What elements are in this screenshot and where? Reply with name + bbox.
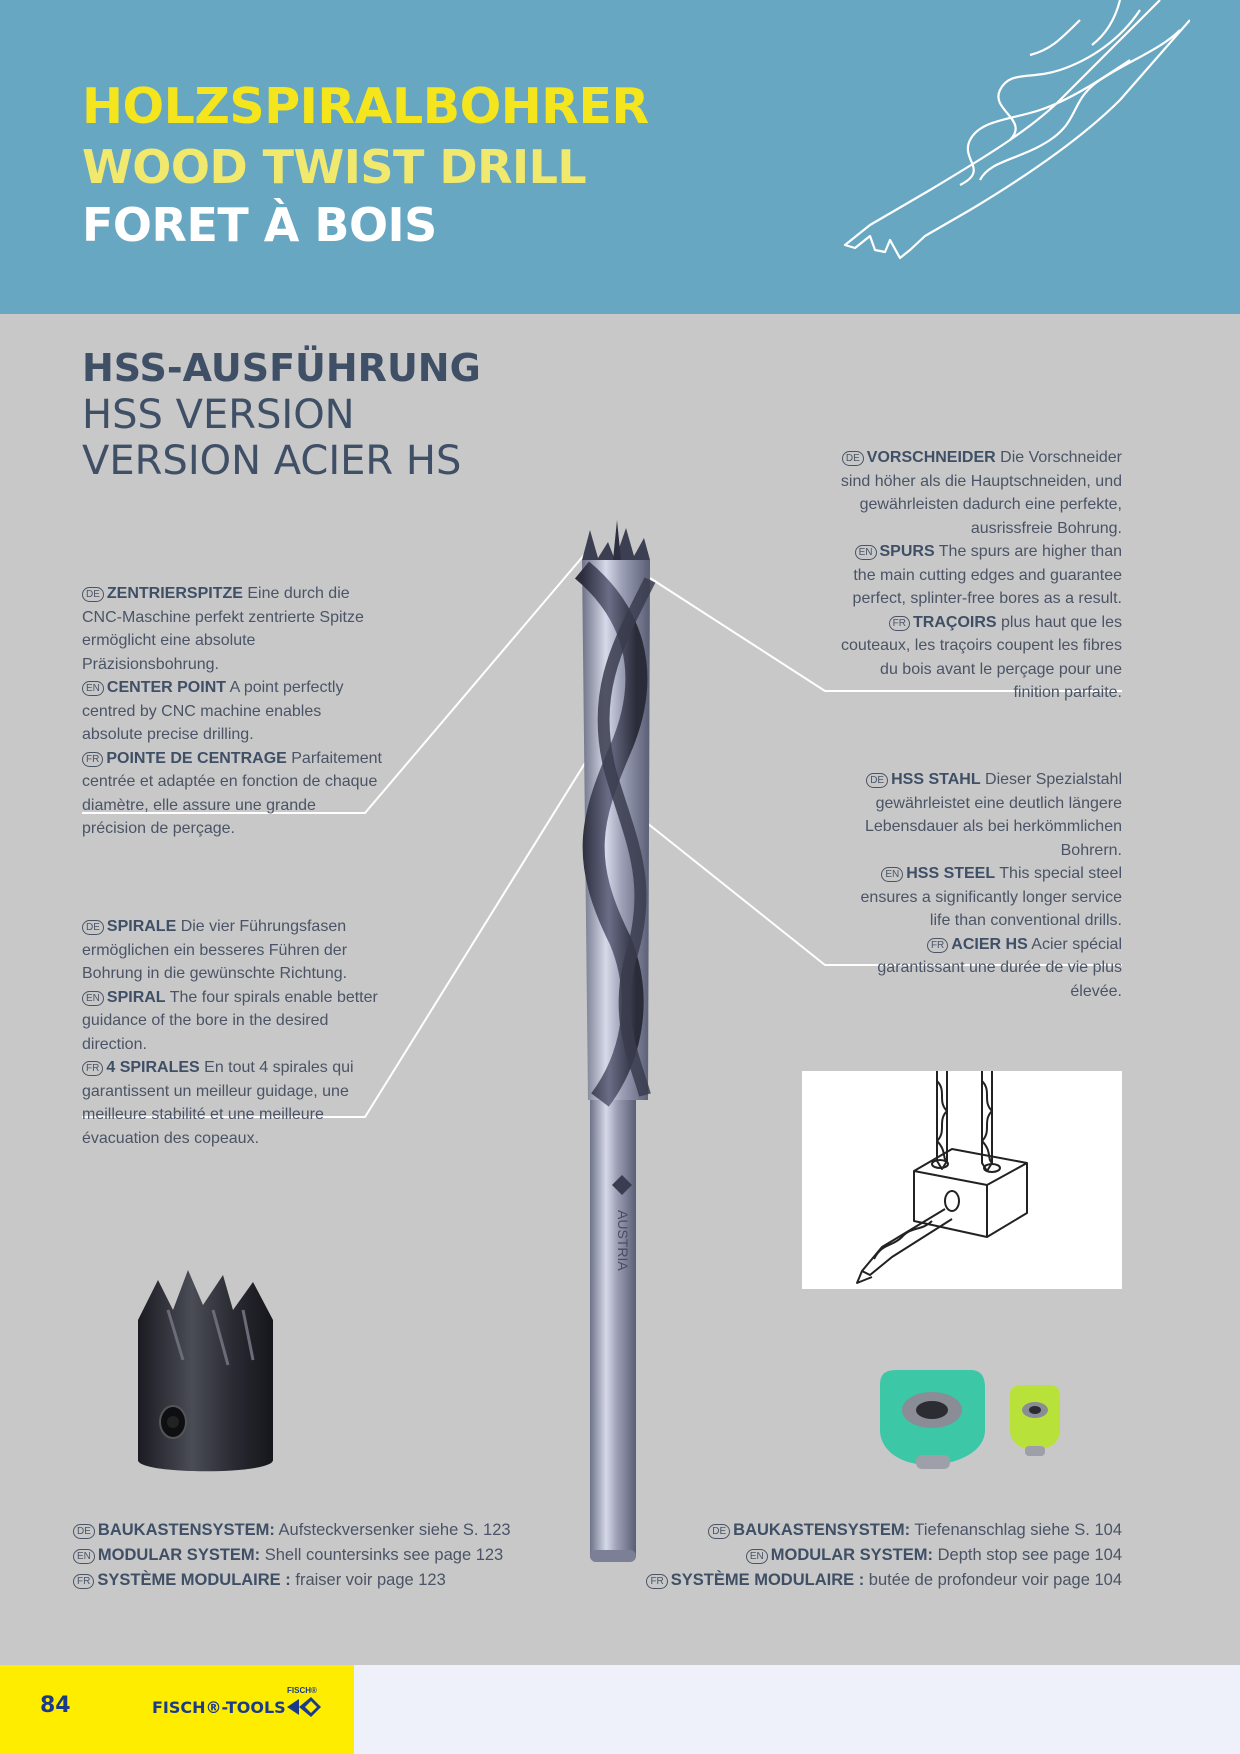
wood-twist-drill-image [560,520,670,1570]
callout-keyword: ZENTRIERSPITZE [106,585,243,602]
modular-keyword: MODULAR SYSTEM: [97,1546,261,1564]
callout-hss-steel [838,768,1122,1003]
callout-para-en [838,862,1122,933]
title-fr: FORET À BOIS [82,198,437,252]
modular-keyword: BAUKASTENSYSTEM: [733,1521,911,1539]
title-de: HOLZSPIRALBOHRER [82,78,649,135]
callout-para-en [82,986,382,1057]
callout-keyword: TRAÇOIRS [913,613,997,631]
brand-name: FISCH®-TOOLS [152,1698,286,1717]
lang-badge-en: EN [82,681,104,696]
callout-text: En tout 4 spirales qui garantissent un meilleur guidage, une meilleure stabilité et une meilleure évacuation des copeaux. [82,1059,354,1147]
title-en: WOOD TWIST DRILL [82,140,587,194]
lang-badge-de: DE [842,451,864,466]
lang-badge-fr: FR [927,938,948,953]
lang-badge-fr: FR [73,1574,94,1589]
lang-badge-fr: FR [646,1574,667,1589]
callout-text: Eine durch die CNC-Maschine perfekt zentrierte Spitze ermöglicht eine absolute Präzisionsbohrung. [82,585,364,673]
lang-badge-de: DE [73,1524,95,1539]
section-title-fr: VERSION ACIER HS [82,438,462,484]
lang-badge-fr: FR [82,752,103,767]
modular-line-en [73,1543,511,1568]
callout-para-fr [82,1056,382,1150]
modular-keyword: BAUKASTENSYSTEM: [97,1521,275,1539]
callout-para-fr [82,747,382,841]
modular-keyword: SYSTÈME MODULAIRE : [670,1571,865,1589]
callout-para-fr [838,611,1122,705]
callout-keyword: HSS STAHL [891,771,981,788]
lang-badge-de: DE [82,587,104,602]
callout-text: Acier spécial garantissant une durée de vie plus élevée. [877,935,1122,1000]
callout-para-de [838,768,1122,862]
callout-keyword: POINTE DE CENTRAGE [106,749,287,767]
modular-text: Depth stop see page 104 [933,1546,1122,1564]
logo-text: FISCH® [287,1686,317,1695]
lang-badge-en: EN [73,1549,95,1564]
callout-para-en [838,540,1122,611]
lang-badge-de: DE [82,920,104,935]
modular-text: Aufsteckversenker siehe S. 123 [274,1521,511,1539]
lang-badge-en: EN [82,991,104,1006]
callout-keyword: SPURS [879,543,935,560]
callout-para-de [82,915,382,986]
callout-keyword: ACIER HS [951,935,1028,953]
modular-line-de [73,1518,511,1543]
callout-keyword: CENTER POINT [106,679,227,696]
callout-text: The four spirals enable better guidance of the bore in the desired direction. [82,988,378,1053]
callout-para-de [838,446,1122,540]
modular-line-fr [73,1568,511,1593]
section-title-de: HSS-AUSFÜHRUNG [82,346,481,390]
page-number: 84 [40,1693,71,1718]
callout-para-de [82,582,382,676]
callout-center-point [82,582,382,841]
callout-keyword: VORSCHNEIDER [866,449,996,466]
modular-text: Shell countersinks see page 123 [260,1546,504,1564]
lang-badge-en: EN [855,545,877,560]
drill-marking-text: AUSTRIA [615,1210,631,1271]
modular-system-left [73,1518,511,1593]
callout-text: A point perfectly centred by CNC machine enables absolute precise drilling. [82,679,344,743]
callout-keyword: SPIRALE [106,918,177,935]
modular-system-right [646,1518,1122,1593]
callout-para-en [82,676,382,747]
callout-text: The spurs are higher than the main cutting edges and guarantee perfect, splinter-free bores as a result. [852,543,1122,607]
modular-text: Tiefenanschlag siehe S. 104 [910,1521,1122,1539]
lang-badge-de: DE [866,773,888,788]
callout-text: Dieser Spezialstahl gewährleistet eine deutlich längere Lebensdauer als bei herkömmlichen Bohrern. [864,771,1122,859]
callout-keyword: SPIRAL [106,988,166,1006]
modular-line-fr [646,1568,1122,1593]
callout-spurs [838,446,1122,705]
drilling-block-illustration [802,1071,1122,1289]
usage-diagram [802,1071,1122,1289]
modular-keyword: SYSTÈME MODULAIRE : [97,1571,291,1589]
lang-badge-fr: FR [82,1061,103,1076]
section-title-en: HSS VERSION [82,392,355,438]
lang-badge-en: EN [881,867,903,882]
callout-spiral [82,915,382,1150]
shell-countersink-image [128,1270,288,1480]
modular-line-en [646,1543,1122,1568]
modular-text: fraiser voir page 123 [290,1571,446,1589]
callout-text: Die Vorschneider sind höher als die Hauptschneiden, und gewährleisten dadurch eine perfekte, ausrissfreie Bohrung. [840,449,1122,537]
callout-text: This special steel ensures a significantly longer service life than conventional drills. [860,865,1122,929]
callout-text: plus haut que les couteaux, les traçoirs coupent les fibres du bois avant le perçage pour une finition parfaite. [840,613,1122,701]
footer-light-band [354,1665,1240,1754]
callout-keyword: 4 SPIRALES [106,1059,200,1076]
fisch-fish-logo-icon [285,1685,329,1721]
modular-text: butée de profondeur voir page 104 [864,1571,1122,1589]
modular-keyword: MODULAR SYSTEM: [770,1546,934,1564]
lang-badge-en: EN [746,1549,768,1564]
callout-keyword: HSS STEEL [906,865,996,882]
modular-line-de [646,1518,1122,1543]
callout-text: Die vier Führungsfasen ermöglichen ein besseres Führen der Bohrung in die gewünschte Richtung. [82,918,348,982]
depth-stop-image [870,1360,1070,1480]
callout-para-fr [838,933,1122,1004]
lang-badge-de: DE [708,1524,730,1539]
lang-badge-fr: FR [889,616,910,631]
callout-text: Parfaitement centrée et adaptée en fonction de chaque diamètre, elle assure une grande précision de perçage. [82,749,382,837]
